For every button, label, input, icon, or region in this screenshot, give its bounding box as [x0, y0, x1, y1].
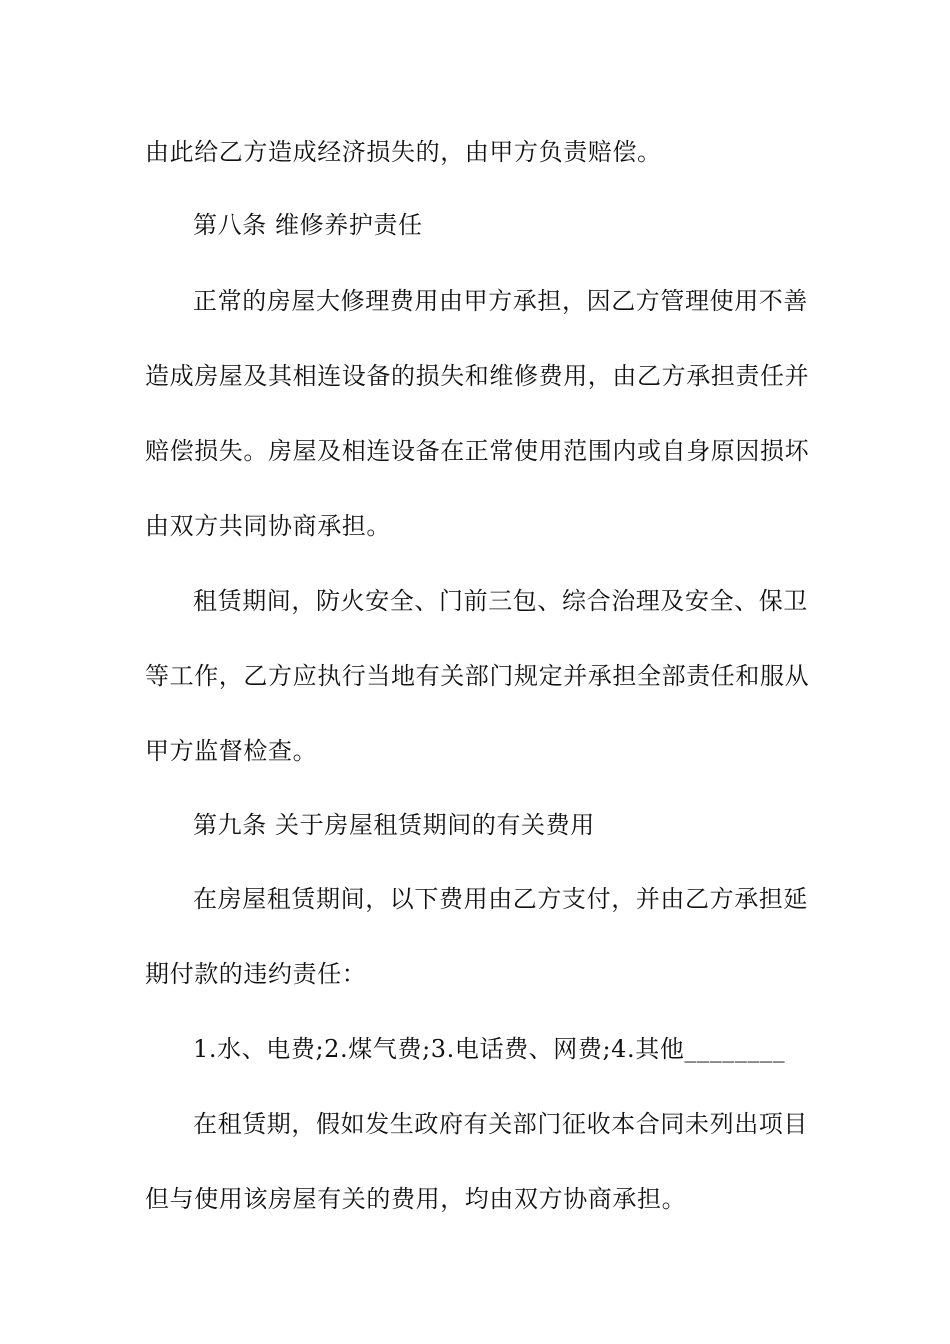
- paragraph-line: 正常的房屋大修理费用由甲方承担，因乙方管理使用不善: [193, 287, 808, 315]
- paragraph-line: 造成房屋及其相连设备的损失和维修费用，由乙方承担责任并: [145, 362, 810, 390]
- paragraph-line: 在租赁期，假如发生政府有关部门征收本合同未列出项目: [193, 1110, 808, 1138]
- article-heading: 第八条 维修养护责任: [193, 211, 423, 239]
- paragraph-line: 期付款的违约责任：: [145, 960, 367, 988]
- paragraph-line: 等工作，乙方应执行当地有关部门规定并承担全部责任和服从: [145, 662, 810, 690]
- paragraph-line: 在房屋租赁期间，以下费用由乙方支付，并由乙方承担延: [193, 885, 808, 913]
- paragraph-line: 但与使用该房屋有关的费用，均由双方协商承担。: [145, 1185, 687, 1213]
- article-heading: 第九条 关于房屋租赁期间的有关费用: [193, 811, 595, 839]
- paragraph-line: 由双方共同协商承担。: [145, 512, 391, 540]
- fee-list-line: 1.水、电费;2.煤气费;3.电话费、网费;4.其他________: [193, 1035, 786, 1063]
- paragraph-line: 由此给乙方造成经济损失的，由甲方负责赔偿。: [145, 138, 662, 166]
- paragraph-line: 租赁期间，防火安全、门前三包、综合治理及安全、保卫: [193, 587, 808, 615]
- paragraph-line: 赔偿损失。房屋及相连设备在正常使用范围内或自身原因损坏: [145, 437, 810, 465]
- paragraph-line: 甲方监督检查。: [145, 737, 318, 765]
